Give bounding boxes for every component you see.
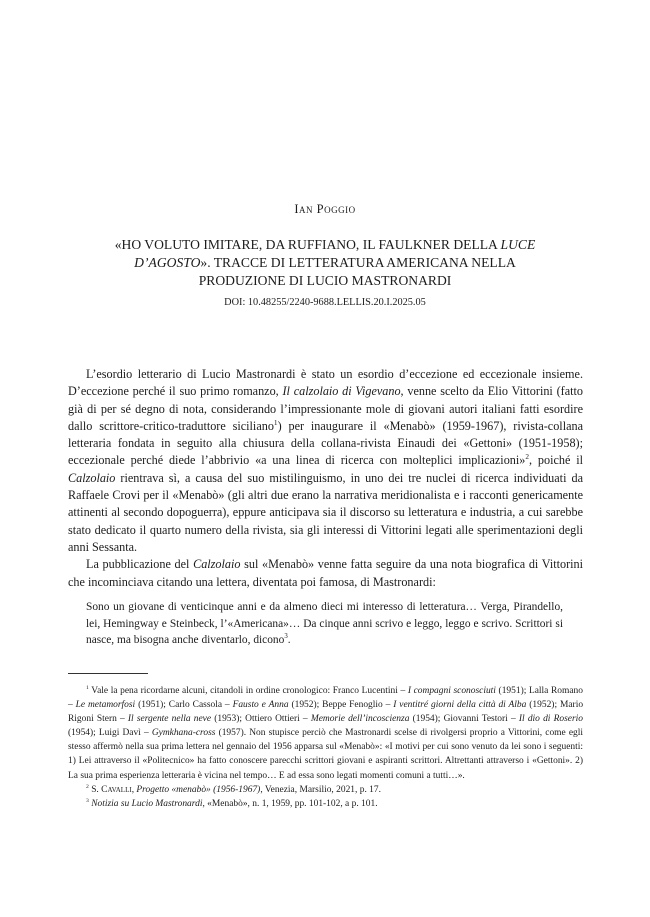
author-name: Ian Poggio <box>294 202 356 216</box>
block-quote: Sono un giovane di venticinque anni e da almeno dieci mi interesso di letteratura… Verga, Pirandello, lei, Hemingway e Steinbeck, l’«Americana»… Da cinque anni scrivo e leggo, leggo e scrivo. Scrittori si nasce, ma bisogna anche diventarlo, dicono$^3$. <box>86 601 563 646</box>
footnote-3: $^3$ Notizia su Lucio Mastronardi, «Menabò», n. 1, 1959, pp. 101-102, a p. 101. <box>86 797 378 809</box>
footnote-ref-2[interactable]: 2 <box>525 452 530 462</box>
paragraph-2: La pubblicazione del Calzolaio sul «Menabò» venne fatta seguire da una nota biografica di Vittorini che incominciava citando una lettera, diventata poi famosa, di Mastronardi: <box>68 557 583 589</box>
footnotes <box>68 684 583 811</box>
footnote-ref-3[interactable]: 3 <box>284 633 288 641</box>
footnote-2: $^2$ S. Cavalli, Progetto «menabò» (1956-1967), Venezia, Marsilio, 2021, p. 17. <box>86 783 381 795</box>
footnote-1: $^1$ Vale la pena ricordarne alcuni, citandoli in ordine cronologico: Franco Lucentini – I compagni sconosciuti (1951); Lalla Romano – Le metamorfosi (1951); Carlo Cassola – Fausto e Anna (1952); Beppe Fenoglio – I ventitré giorni della città di Alba (1952); Mario Rigoni Stern – Il sergente nella neve (1953); Ottiero Ottieri – Memorie dell’incoscienza (1954); Giovanni Testori – Il dio di Roserio (1954); Luigi Davì – Gymkhana-cross (1957). Non stupisce perciò che Mastronardi scelse di rivolgersi proprio a Vittorini, come egli stesso affermò nella sua prima lettera nel gennaio del 1956 apparsa sul «Menabò»: «I motivi per cui sono venuto da lei sono i seguenti: 1) Lei attraverso il «Politecnico» ha fatto conoscere parecchi scrittori giovani e aspiranti scrittori. Altrettanti attraverso i «Gettoni». 2) La sua prima esperienza letteraria è vicina nel tempo… E ad essa sono legati momenti comuni a tutti…». <box>68 684 584 781</box>
paragraph-1: L’esordio letterario di Lucio Mastronardi è stato un esordio d’eccezione ed eccezionale insieme. D’eccezione perché il suo primo romanzo, Il calzolaio di Vigevano, venne scelto da Elio Vittorini (fatto già di per sé degno di nota, considerando l’impressionante mole di giovani autori italiani fatti esordire dallo scrittore-critico-traduttore siciliano$^1$) per inaugurare il «Menabò» (1959-1967), rivista-collana letteraria fondata in seguito alla chiusura della collana-rivista Einaudi dei «Gettoni» (1951-1958); eccezionale perché diede l’abbrivio «a una linea di ricerca con molteplici implicazioni»$^2$, poiché il Calzolaio rientrava sì, a causa del suo mistilinguismo, in uno dei tre nuclei di ricerca individuati da Raffaele Crovi per il «Menabò» (gli altri due erano la narrativa meridionalista e i racconti genericamente attinenti al secondo dopoguerra), eppure anticipava sia il discorso su letteratura e industria, a cui sarebbe stato dedicato il quarto numero della rivista, sia gli interessi di Vittorini legati alle sperimentazioni degli anni Sessanta. <box>68 367 583 554</box>
doi: DOI: 10.48255/2240-9688.LELLIS.20.I.2025.05 <box>224 297 426 308</box>
article-body <box>68 366 583 591</box>
footnote-divider <box>68 673 148 674</box>
article-title: «HO VOLUTO IMITARE, DA RUFFIANO, IL FAULKNER DELLA LUCE D’AGOSTO». TRACCE DI LETTERATURA AMERICANA NELLA PRODUZIONE DI LUCIO MASTRONARDI <box>114 237 536 288</box>
footnote-ref-1[interactable]: 1 <box>273 417 278 427</box>
